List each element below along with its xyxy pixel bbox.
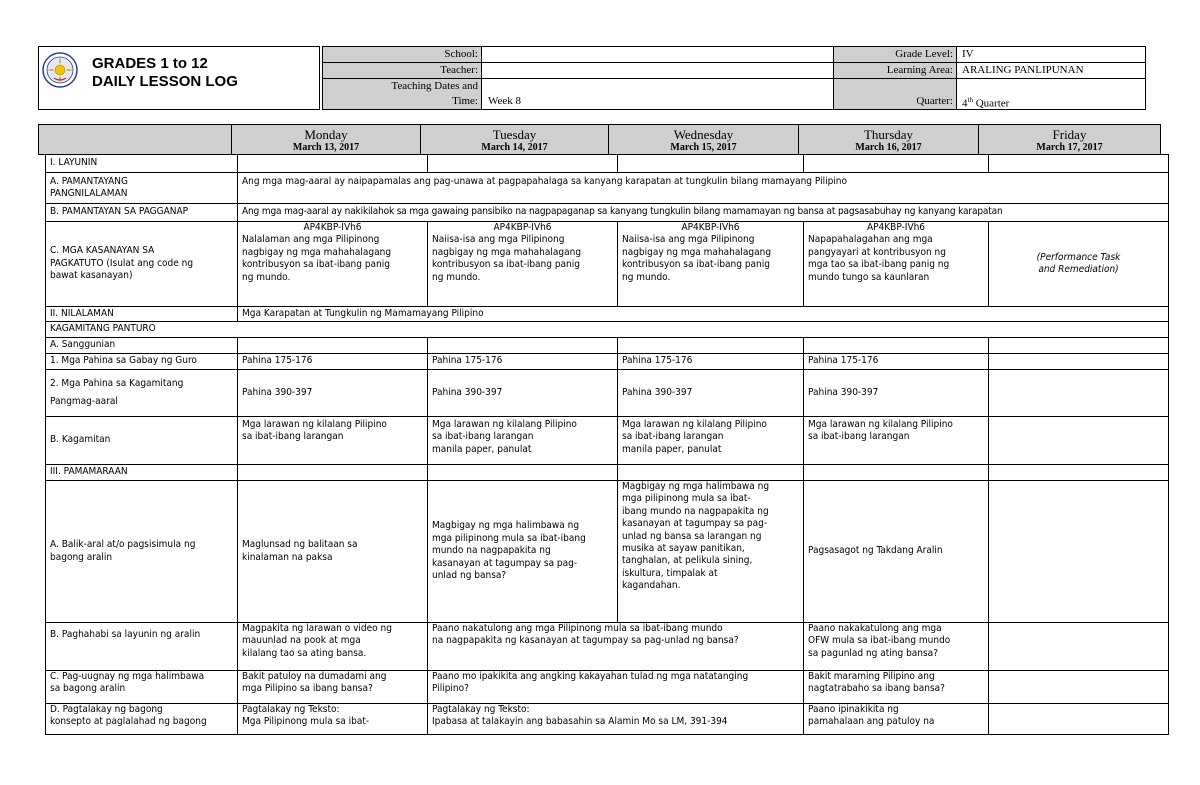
teacher-field[interactable]: [481, 62, 834, 79]
cell-pangmag-monday: Pahina 390-397: [238, 370, 428, 417]
cell-pagtalakay-monday: [238, 704, 428, 735]
text-line: Nalalaman ang mga Pilipinong: [242, 234, 380, 246]
cell-balik-label: [46, 481, 238, 623]
text-line: Pagtalakay ng Teksto:: [242, 704, 340, 715]
day-header-thursday: [798, 124, 979, 155]
area-label: Learning Area:: [886, 64, 953, 76]
text-line: kasanayan at tagumpay sa pag-: [432, 557, 578, 569]
text-line: Paano ipinakikita ng: [808, 704, 899, 715]
quarter-value: [958, 94, 1009, 111]
cell-kagamitan-wednesday: [618, 417, 804, 465]
day-name-wednesday: Wednesday: [673, 127, 734, 142]
text-line: Mga larawan ng kilalang Pilipino: [622, 419, 767, 430]
text-line: pangyayari at kontribusyon ng: [808, 246, 946, 258]
text-line: Paano nakakatulong ang mga: [808, 623, 942, 634]
label-line: Pangmag-aaral: [50, 395, 118, 407]
cell-empty[interactable]: [804, 465, 989, 481]
cell-paghahabi-tue-wed: [428, 623, 804, 671]
cell-pamantayang-label: [46, 173, 238, 204]
text-line: Mga larawan ng kilalang Pilipino: [432, 419, 577, 430]
row-pagtalakay: [46, 704, 1169, 735]
text-line: and Remediation): [1038, 264, 1119, 275]
cell-layunin: I. LAYUNIN: [46, 155, 238, 173]
row-balik-aral: [46, 481, 1169, 623]
label-line: C. MGA KASANAYAN SA: [50, 245, 155, 257]
cell-kagamitan-label: B. Kagamitan: [46, 417, 238, 465]
cell-pamamaraan: III. PAMAMARAAN: [46, 465, 238, 481]
cell-pagugnay-label: [46, 671, 238, 704]
text-line: Naiisa-isa ang mga Pilipinong: [622, 234, 755, 246]
day-header-friday: [978, 124, 1161, 155]
text-line: kontribusyon sa ibat-ibang panig: [622, 259, 770, 271]
row-pangmag-aaral: [46, 370, 1169, 417]
day-header-tuesday: [420, 124, 609, 155]
competency-code: AP4KBP-IVh6: [303, 222, 362, 233]
cell-paghahabi-label: B. Paghahabi sa layunin ng aralin: [46, 623, 238, 671]
cell-empty[interactable]: [428, 338, 618, 354]
cell-empty[interactable]: [618, 155, 804, 173]
cell-gabay-monday: Pahina 175-176: [238, 354, 428, 370]
text-line: kontribusyon sa ibat-ibang panig: [242, 259, 390, 271]
row-gabay-guro: [46, 354, 1169, 370]
cell-kasanayan-tuesday: [428, 222, 618, 307]
text-line: Maglunsad ng balitaan sa: [242, 539, 358, 551]
text-line: Mga Pilipinong mula sa ibat-: [242, 716, 370, 728]
cell-empty[interactable]: [989, 370, 1169, 417]
cell-kagamitan-thursday: [804, 417, 989, 465]
cell-kasanayan-label: [46, 222, 238, 307]
text-line: pamahalaan ang patuloy na: [808, 716, 935, 728]
label-line: A. Balik-aral at/o pagsisimula ng: [50, 539, 196, 551]
cell-kagamitan-monday: [238, 417, 428, 465]
row-pag-uugnay: [46, 671, 1169, 704]
row-paghahabi: [46, 623, 1169, 671]
text-line: na nagpapakita ng kasanayan at tagumpay sa pag-unlad ng bansa?: [432, 635, 739, 647]
cell-pagganap-label: B. PAMANTAYAN SA PAGGANAP: [46, 204, 238, 222]
cell-pangmag-thursday: Pahina 390-397: [804, 370, 989, 417]
day-date-monday: March 13, 2017: [292, 142, 360, 153]
label-line: konsepto at paglalahad ng bagong: [50, 716, 207, 728]
text-line: mundo tungo sa kaunlaran: [808, 271, 930, 283]
text-line: mga pilipinong mula sa ibat-: [622, 493, 751, 505]
cell-empty[interactable]: [989, 354, 1169, 370]
text-line: manila paper, panulat: [432, 443, 532, 455]
school-label: School:: [444, 48, 478, 60]
lesson-log-table: [45, 154, 1169, 735]
text-line: (Performance Task: [1036, 251, 1121, 263]
text-line: Magpakita ng larawan o video ng: [242, 623, 392, 634]
text-line: unlad ng bansa?: [432, 570, 507, 582]
grade-value: IV: [962, 48, 974, 60]
text-line: kilalang tao sa ating bansa.: [242, 647, 367, 659]
cell-pamantayang-text: Ang mga mag-aaral ay naipapamalas ang pag-unawa at pagpapahalaga sa kanyang karapatan at tungkulin bilang mamayang Pilipino: [238, 173, 1169, 204]
teacher-label: Teacher:: [440, 64, 478, 76]
text-line: Naiisa-isa ang mga Pilipinong: [432, 234, 565, 246]
text-line: nagbigay ng mga mahahalagang: [242, 246, 392, 258]
quarter-num: 4: [962, 97, 968, 110]
school-field[interactable]: [481, 46, 834, 63]
text-line: mga pilipinong mula sa ibat-ibang: [432, 532, 586, 544]
dates-field[interactable]: [481, 78, 834, 110]
text-line: Pagtalakay ng Teksto:: [432, 704, 530, 715]
cell-empty[interactable]: [989, 465, 1169, 481]
row-kasanayan: [46, 222, 1169, 307]
cell-pangmag-label: [46, 370, 238, 417]
cell-balik-wednesday: [618, 481, 804, 623]
text-line: Pilipino?: [432, 683, 469, 695]
cell-kagamitan-tuesday: [428, 417, 618, 465]
label-line: C. Pag-uugnay ng mga halimbawa: [50, 671, 205, 682]
cell-kasanayan-thursday: [804, 222, 989, 307]
text-line: sa ibat-ibang larangan: [432, 431, 534, 443]
day-date-friday: March 17, 2017: [1036, 142, 1103, 153]
quarter-label: Quarter:: [916, 95, 953, 107]
cell-empty[interactable]: [618, 338, 804, 354]
text-line: ibang mundo na nagpapakita ng: [622, 505, 769, 517]
text-line: sa pagunlad ng ating bansa?: [808, 647, 938, 659]
row-kagamitang-panturo: [46, 322, 1169, 338]
label-line: sa bagong aralin: [50, 683, 126, 695]
dates-label-1: Teaching Dates and: [391, 80, 478, 92]
text-line: iskultura, timpalak at: [622, 567, 718, 579]
cell-empty[interactable]: [989, 417, 1169, 465]
text-line: kagandahan.: [622, 580, 681, 592]
day-date-tuesday: March 14, 2017: [481, 142, 548, 153]
row-nilalaman: [46, 307, 1169, 322]
text-line: Paano nakatulong ang mga Pilipinong mula sa ibat-ibang mundo: [432, 623, 723, 634]
text-line: Mga larawan ng kilalang Pilipino: [242, 419, 387, 430]
text-line: mga tao sa ibat-ibang panig ng: [808, 259, 950, 271]
cell-empty[interactable]: [804, 338, 989, 354]
cell-pagtalakay-label: [46, 704, 238, 735]
day-name-friday: Friday: [1052, 127, 1087, 142]
text-line: kasanayan at tagumpay sa pag-: [622, 518, 768, 530]
competency-code: AP4KBP-IVh6: [866, 222, 926, 233]
label-line: bagong aralin: [50, 551, 113, 563]
cell-gabay-thursday: Pahina 175-176: [804, 354, 989, 370]
cell-pagganap-text: Ang mga mag-aaral ay nakikilahok sa mga gawaing pansibiko na nagpapaganap sa kanyang tungkulin bilang mamamayan ng bansa at pagsasabuhay ng kanyang karapatan: [238, 204, 1169, 222]
day-name-tuesday: Tuesday: [492, 127, 537, 142]
row-layunin: [46, 155, 1169, 173]
cell-empty[interactable]: [989, 481, 1169, 623]
cell-empty[interactable]: [428, 465, 618, 481]
day-date-thursday: March 16, 2017: [855, 142, 922, 153]
cell-kasanayan-friday: [989, 222, 1169, 307]
row-pamantayang-pangnilalaman: [46, 173, 1169, 204]
text-line: Bakit patuloy na dumadami ang: [242, 671, 387, 682]
competency-code: AP4KBP-IVh6: [493, 222, 552, 233]
text-line: kontribusyon sa ibat-ibang panig: [432, 259, 580, 271]
cell-gabay-wednesday: Pahina 175-176: [618, 354, 804, 370]
row-kagamitan: [46, 417, 1169, 465]
cell-empty[interactable]: [238, 465, 428, 481]
cell-empty[interactable]: [989, 338, 1169, 354]
label-line: D. Pagtalakay ng bagong: [50, 704, 163, 715]
label-line: PAGKATUTO (Isulat ang code ng: [50, 257, 194, 269]
label-line: bawat kasanayan): [50, 270, 133, 282]
quarter-sup: th: [967, 96, 973, 104]
cell-gabay-tuesday: Pahina 175-176: [428, 354, 618, 370]
row-pamantayan-pagganap: [46, 204, 1169, 222]
text-line: Magbigay ng mga halimbawa ng: [432, 520, 580, 532]
title-line-1: GRADES 1 to 12: [92, 55, 208, 72]
cell-empty[interactable]: [238, 338, 428, 354]
dates-value: Week 8: [488, 95, 522, 107]
text-line: ng mundo.: [622, 271, 671, 283]
cell-kagamitang-panturo: KAGAMITANG PANTURO: [46, 322, 1169, 338]
cell-pangmag-wednesday: Pahina 390-397: [618, 370, 804, 417]
day-date-wednesday: March 15, 2017: [670, 142, 737, 153]
cell-empty[interactable]: [804, 155, 989, 173]
cell-paghahabi-thursday: [804, 623, 989, 671]
cell-nilalaman-label: II. NILALAMAN: [46, 307, 238, 322]
cell-balik-monday: [238, 481, 428, 623]
cell-pagtalakay-tue-wed: [428, 704, 804, 735]
text-line: ng mundo.: [242, 271, 291, 283]
cell-paghahabi-monday: [238, 623, 428, 671]
cell-nilalaman-text: Mga Karapatan at Tungkulin ng Mamamayang Pilipino: [238, 307, 1169, 322]
day-name-thursday: Thursday: [863, 127, 914, 142]
text-line: nagbigay ng mga mahahalagang: [622, 246, 772, 258]
cell-pagtalakay-thursday: [804, 704, 989, 735]
text-line: mauunlad na pook at mga: [242, 635, 361, 647]
cell-kasanayan-monday: [238, 222, 428, 307]
text-line: unlad ng bansa sa larangan ng: [622, 530, 762, 542]
cell-balik-tuesday: [428, 481, 618, 623]
area-value: ARALING PANLIPUNAN: [962, 64, 1084, 76]
text-line: manila paper, panulat: [622, 443, 722, 455]
cell-pagugnay-tue-wed: [428, 671, 804, 704]
text-line: Bakit maraming Pilipino ang: [808, 671, 935, 682]
competency-code: AP4KBP-IVh6: [681, 222, 740, 233]
text-line: sa ibat-ibang larangan: [622, 431, 724, 443]
text-line: nagtatrabaho sa ibang bansa?: [808, 683, 945, 695]
cell-empty[interactable]: [989, 623, 1169, 671]
cell-pagugnay-monday: [238, 671, 428, 704]
text-line: Ipabasa at talakayin ang babasahin sa Alamin Mo sa LM, 391-394: [432, 716, 728, 728]
cell-balik-thursday: Pagsasagot ng Takdang Aralin: [804, 481, 989, 623]
cell-pangmag-tuesday: Pahina 390-397: [428, 370, 618, 417]
text-line: OFW mula sa ibat-ibang mundo: [808, 635, 951, 647]
day-header-wednesday: [608, 124, 799, 155]
text-line: kinalaman na paksa: [242, 551, 333, 563]
text-line: sa ibat-ibang larangan: [242, 431, 344, 443]
text-line: tanghalan, at pelikula sining,: [622, 555, 753, 567]
cell-empty[interactable]: [428, 155, 618, 173]
text-line: Napapahalagahan ang mga: [808, 234, 933, 246]
day-name-monday: Monday: [304, 127, 348, 142]
text-line: mundo na nagpapakita ng: [432, 545, 551, 557]
text-line: nagbigay ng mga mahahalagang: [432, 246, 582, 258]
row-pamamaraan: [46, 465, 1169, 481]
cell-sanggunian: A. Sanggunian: [46, 338, 238, 354]
title-line-2: DAILY LESSON LOG: [92, 73, 238, 90]
label-line: A. PAMANTAYANG: [50, 175, 128, 187]
grade-field[interactable]: [956, 46, 1146, 63]
label-line: 2. Mga Pahina sa Kagamitang: [50, 378, 184, 390]
cell-empty[interactable]: [989, 155, 1169, 173]
text-line: musika at sayaw panitikan,: [622, 543, 745, 555]
text-line: Paano mo ipakikita ang angking kakayahan tulad ng mga natatanging: [432, 671, 749, 682]
text-line: Mga larawan ng kilalang Pilipino: [808, 419, 953, 430]
quarter-word: Quarter: [972, 97, 1010, 110]
day-header-monday: [231, 124, 421, 155]
text-line: Magbigay ng mga halimbawa ng: [622, 481, 770, 492]
row-sanggunian: [46, 338, 1169, 354]
grade-label: Grade Level:: [895, 48, 953, 60]
label-line: PANGNILALAMAN: [50, 188, 128, 199]
cell-empty[interactable]: [989, 671, 1169, 704]
text-line: mga Pilipino sa ibang bansa?: [242, 683, 373, 695]
cell-empty[interactable]: [618, 465, 804, 481]
cell-gabay-label: 1. Mga Pahina sa Gabay ng Guro: [46, 354, 238, 370]
cell-empty[interactable]: [238, 155, 428, 173]
text-line: ng mundo.: [432, 271, 481, 283]
cell-empty[interactable]: [989, 704, 1169, 735]
dates-label-2: Time:: [452, 95, 478, 107]
day-header-blank: [38, 124, 232, 155]
cell-kasanayan-wednesday: [618, 222, 804, 307]
text-line: sa ibat-ibang larangan: [808, 431, 910, 443]
cell-pagugnay-thursday: [804, 671, 989, 704]
